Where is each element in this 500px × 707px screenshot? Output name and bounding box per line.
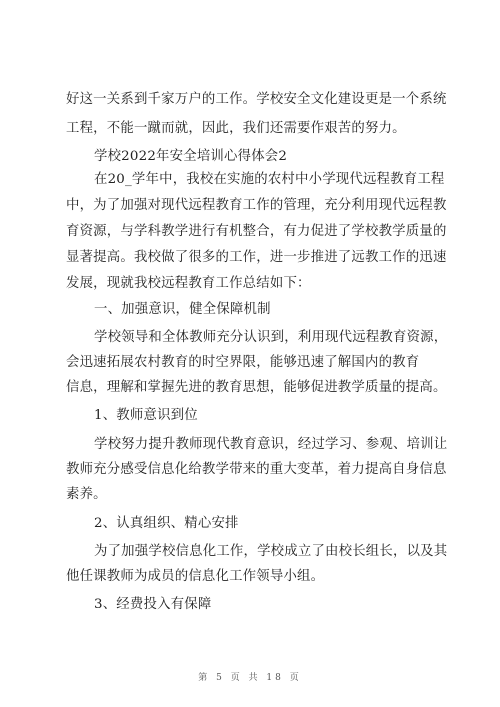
heading-2: 3、经费投入有保障 [94,597,212,612]
heading-2: 1、教师意识到位 [94,408,198,423]
text-line: 素养。 [66,487,107,502]
text-line: 育资源，与学科教学进行有机整合，有力促进了学校教学质量的 [66,224,447,239]
section-title: 学校2022年安全培训心得体会2 [94,149,288,164]
text-line: 为了加强学校信息化工作，学校成立了由校长组长，以及其 [94,544,448,559]
page-number: 第 5 页 共 18 页 [198,673,302,683]
text-line: 在20_学年中，我校在实施的农村中小学现代远程教育工程 [94,172,445,187]
heading-1: 一、加强意识，健全保障机制 [94,302,271,317]
heading-2: 2、认真组织、精心安排 [94,516,239,531]
text-line: 教师充分感受信息化给教学带来的重大变革，着力提高自身信息 [66,462,447,477]
text-line: 工程，不能一蹴而就，因此，我们还需要作艰苦的努力。 [66,121,406,136]
text-line: 学校领导和全体教师充分认识到，利用现代远程教育资源， [94,330,448,345]
text-line: 显著提高。我校做了很多的工作，进一步推进了远教工作的迅速 [66,250,447,265]
text-line: 好这一关系到千家万户的工作。学校安全文化建设更是一个系统 [66,92,447,107]
text-line: 发展，现就我校远程教育工作总结如下： [66,276,311,291]
text-line: 学校努力提升教师现代教育意识，经过学习、参观、培训让 [94,437,448,452]
text-line: 会迅速拓展农村教育的时空界限，能够迅速了解国内的教育 [66,355,420,370]
text-line: 信息，理解和掌握先进的教育思想，能够促进教学质量的提高。 [66,380,447,395]
text-line: 中，为了加强对现代远程教育工作的管理，充分利用现代远程教 [66,198,447,213]
text-line: 他任课教师为成员的信息化工作领导小组。 [66,569,325,584]
